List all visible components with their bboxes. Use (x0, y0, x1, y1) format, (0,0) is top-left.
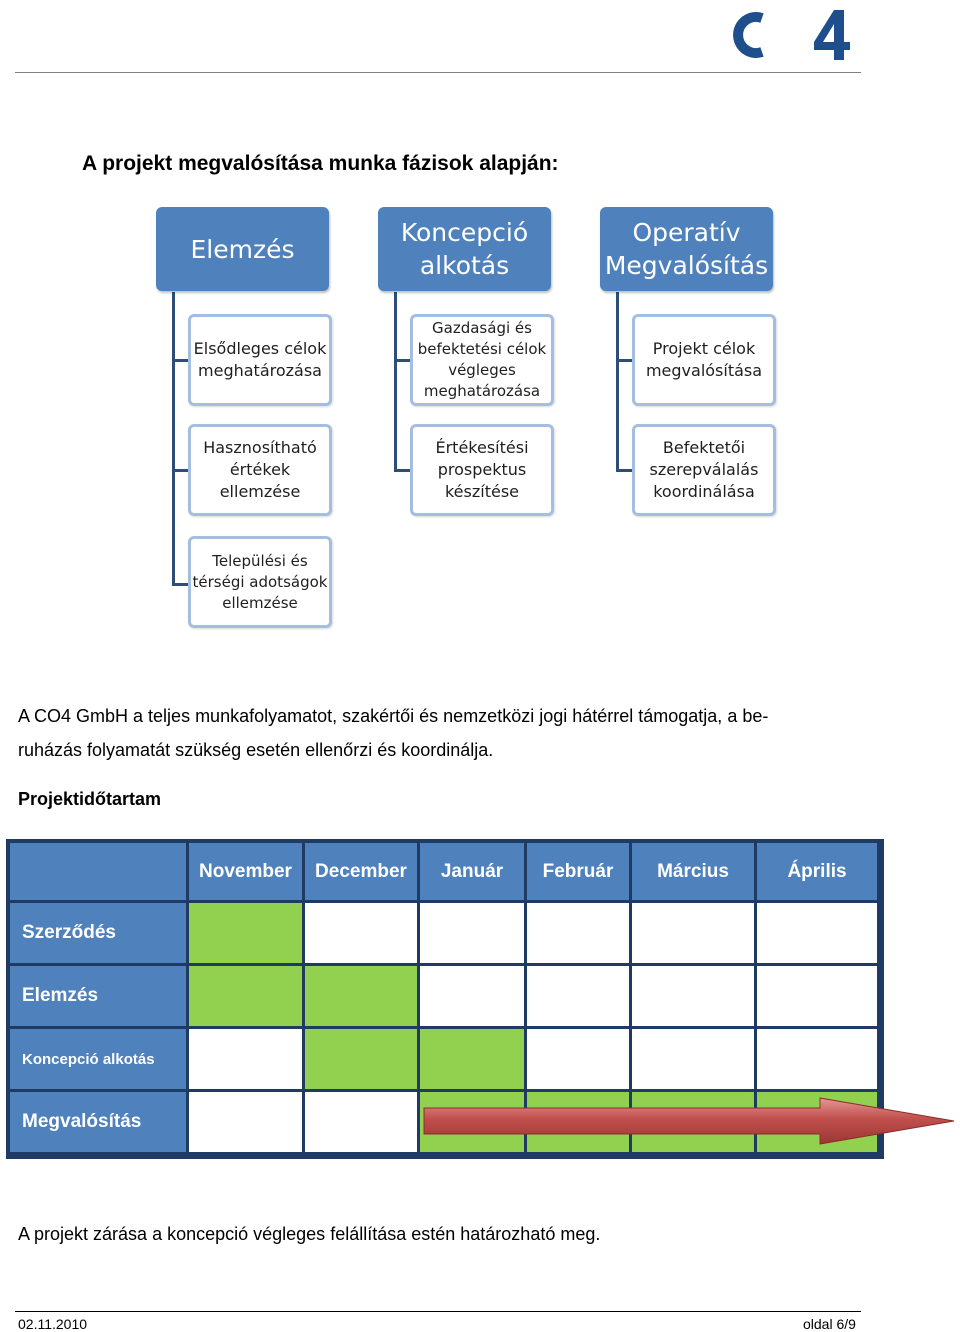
phase-step: Befektetői szerepválalás koordinálása (632, 424, 776, 516)
timeline-header-corner (10, 843, 186, 900)
timeline-cell-empty (632, 903, 754, 963)
phase-header: Koncepció alkotás (378, 207, 551, 291)
timeline-cell-empty (632, 966, 754, 1026)
timeline-heading: Projektidőtartam (18, 789, 162, 809)
timeline-cell-empty (757, 1029, 877, 1089)
connector (394, 292, 397, 472)
timeline-cell-empty (632, 1029, 754, 1089)
timeline-cell-empty (527, 1029, 629, 1089)
month-header: Március (632, 843, 754, 900)
timeline-cell-empty (305, 903, 417, 963)
phase-step: Települési és térségi adotságok ellemzése (188, 536, 332, 628)
timeline-cell-empty (527, 966, 629, 1026)
timeline-cell-active (420, 1029, 524, 1089)
footer-rule (15, 1311, 861, 1312)
timeline-cell-empty (305, 1092, 417, 1152)
header-rule (15, 72, 861, 73)
phase-step: Elsődleges célok meghatározása (188, 314, 332, 406)
footer-date: 02.11.2010 (18, 1316, 88, 1332)
phase-step: Projekt célok megvalósítása (632, 314, 776, 406)
timeline-cell-empty (420, 966, 524, 1026)
row-label: Szerződés (10, 903, 186, 963)
row-label: Koncepció alkotás (10, 1029, 186, 1089)
phase-header: Operatív Megvalósítás (600, 207, 773, 291)
progress-arrow (418, 1096, 958, 1146)
paragraph-line: ruházás folyamatát szükség esetén ellenőrzi és koordinálja. (18, 740, 494, 760)
connector (172, 292, 175, 586)
month-header: Január (420, 843, 524, 900)
section-title: A projekt megvalósítása munka fázisok alapján: (82, 152, 559, 175)
co4-logo (722, 6, 854, 64)
page-number: oldal 6/9 (803, 1316, 856, 1332)
timeline-cell-active (305, 966, 417, 1026)
timeline-cell-active (189, 903, 302, 963)
month-header: Február (527, 843, 629, 900)
row-label: Elemzés (10, 966, 186, 1026)
timeline-cell-active (305, 1029, 417, 1089)
phase-step: Értékesítési prospektus készítése (410, 424, 554, 516)
month-header: Április (757, 843, 877, 900)
timeline-cell-empty (189, 1092, 302, 1152)
month-header: December (305, 843, 417, 900)
timeline-cell-empty (420, 903, 524, 963)
timeline-cell-empty (189, 1029, 302, 1089)
connector (616, 292, 619, 472)
phase-step: Gazdasági és befektetési célok végleges meghatározása (410, 314, 554, 406)
timeline-cell-empty (757, 903, 877, 963)
closing-text: A projekt zárása a koncepció végleges felállítása estén határozható meg. (18, 1224, 601, 1244)
timeline-cell-empty (527, 903, 629, 963)
timeline-cell-active (189, 966, 302, 1026)
paragraph-line: A CO4 GmbH a teljes munkafolyamatot, szakértői és nemzetközi jogi hátérrel támogatja, a be- (18, 706, 769, 726)
phase-step: Hasznosítható értékek ellemzése (188, 424, 332, 516)
timeline-cell-empty (757, 966, 877, 1026)
phase-header: Elemzés (156, 207, 329, 291)
row-label: Megvalósítás (10, 1092, 186, 1152)
month-header: November (189, 843, 302, 900)
